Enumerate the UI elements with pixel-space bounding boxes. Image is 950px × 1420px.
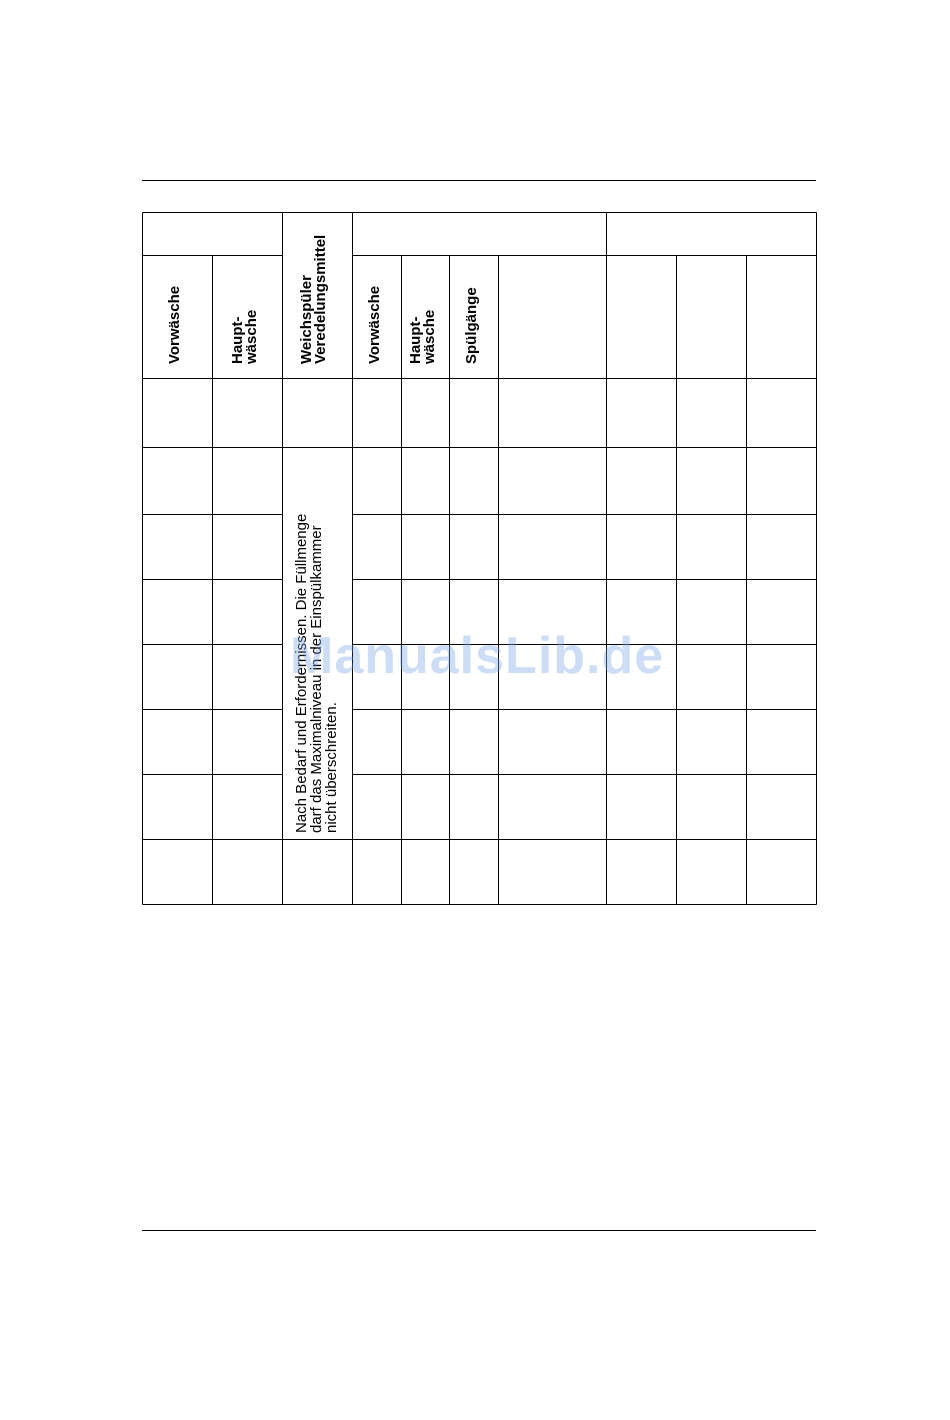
header-prewash-right: Vorwäsche xyxy=(366,285,383,364)
header-main-wash-left: Haupt- wäsche xyxy=(229,309,260,364)
header-main-wash-right: Haupt- wäsche xyxy=(407,309,438,364)
header-rinses: Spülgänge xyxy=(463,287,480,364)
softener-dosage-note: Nach Bedarf und Erfordernissen. Die Füllmenge darf das Maximalniveau in der Einspülkammer nicht überschreiten. xyxy=(293,513,340,833)
watermark: ManualsLib.de xyxy=(290,627,665,685)
header-softener: Weichspüler Veredelungsmittel xyxy=(298,234,329,364)
header-prewash-left: Vorwäsche xyxy=(166,285,183,364)
